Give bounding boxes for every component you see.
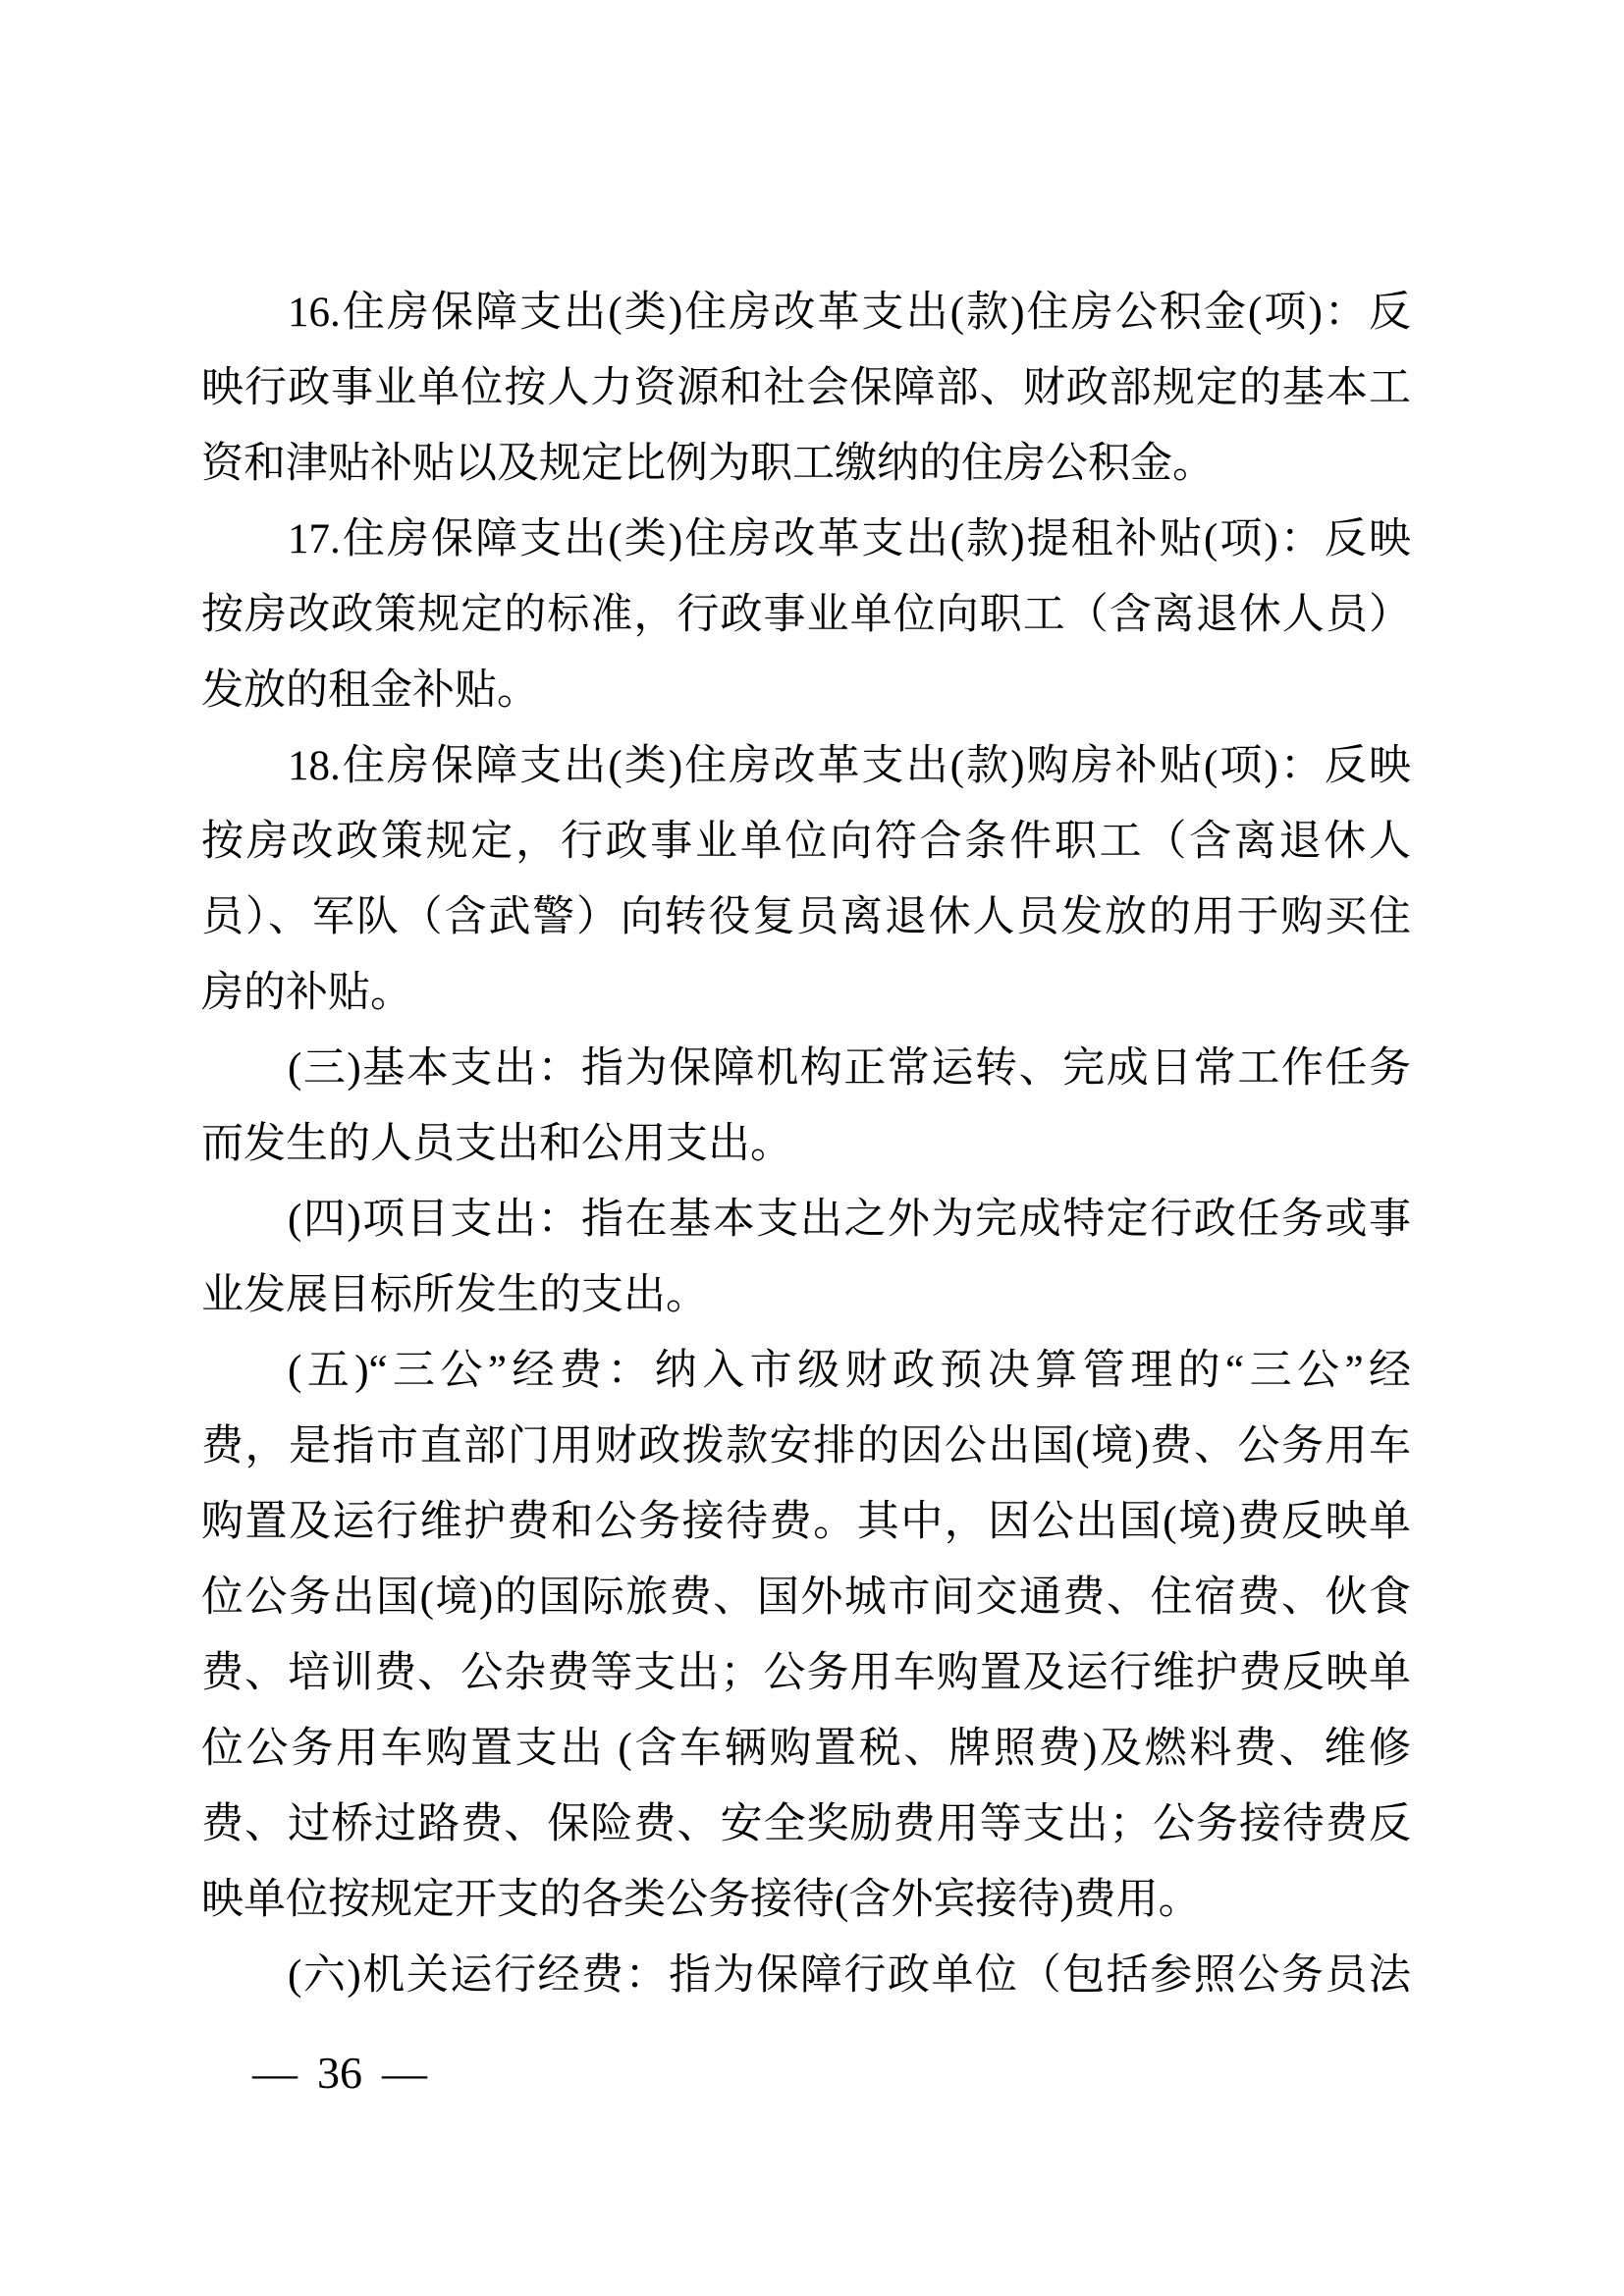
text-line: 18.住房保障支出(类)住房改革支出(款)购房补贴(项)：反映 [288,743,1411,789]
paragraph [201,1938,1411,2013]
text-line: 17.住房保障支出(类)住房改革支出(款)提租补贴(项)：反映 [288,516,1411,562]
text-line: 映行政事业单位按人力资源和社会保障部、财政部规定的基本工 [201,365,1411,411]
text-line: 16.住房保障支出(类)住房改革支出(款)住房公积金(项)：反 [288,290,1411,336]
text-line: 费、过桥过路费、保险费、安全奖励费用等支出；公务接待费反 [201,1801,1411,1847]
text-line: 资和津贴补贴以及规定比例为职工缴纳的住房公积金。 [201,441,1215,487]
paragraph [201,1333,1411,1938]
page-footer [252,2044,427,2103]
paragraph [201,728,1411,1031]
text-line: (五)“三公”经费：纳入市级财政预决算管理的“三公”经 [288,1348,1411,1394]
paragraph [201,502,1411,728]
text-line: 映单位按规定开支的各类公务接待(含外宾接待)费用。 [201,1877,1201,1923]
text-line: 费，是指市直部门用财政拨款安排的因公出国(境)费、公务用车 [201,1423,1411,1469]
text-line: 发放的租金补贴。 [201,667,539,714]
text-line: 费、培训费、公杂费等支出；公务用车购置及运行维护费反映单 [201,1650,1411,1696]
paragraph [201,275,1411,502]
footer-dash-left: — [252,2048,298,2098]
text-line: 按房改政策规定的标准，行政事业单位向职工（含离退休人员） [201,592,1411,638]
text-line: 业发展目标所发生的支出。 [201,1272,708,1318]
footer-dash-right: — [382,2048,427,2098]
text-line: 按房改政策规定，行政事业单位向符合条件职工（含离退休人 [201,819,1411,865]
text-line: (六)机关运行经费：指为保障行政单位（包括参照公务员法 [288,1952,1411,1999]
text-line: 购置及运行维护费和公务接待费。其中，因公出国(境)费反映单 [201,1499,1411,1545]
document-body [201,275,1411,2013]
paragraph [201,1031,1411,1182]
text-line: 房的补贴。 [201,970,412,1016]
text-line: 位公务用车购置支出 (含车辆购置税、牌照费)及燃料费、维修 [201,1726,1411,1772]
paragraph [201,1182,1411,1333]
text-line: 员）、军队（含武警）向转役复员离退休人员发放的用于购买住 [201,894,1411,940]
text-line: (四)项目支出：指在基本支出之外为完成特定行政任务或事 [288,1197,1411,1243]
text-line: 而发生的人员支出和公用支出。 [201,1121,792,1167]
page-number: 36 [317,2048,362,2098]
text-line: (三)基本支出：指为保障机构正常运转、完成日常工作任务 [288,1045,1411,1092]
text-line: 位公务出国(境)的国际旅费、国外城市间交通费、住宿费、伙食 [201,1575,1411,1621]
